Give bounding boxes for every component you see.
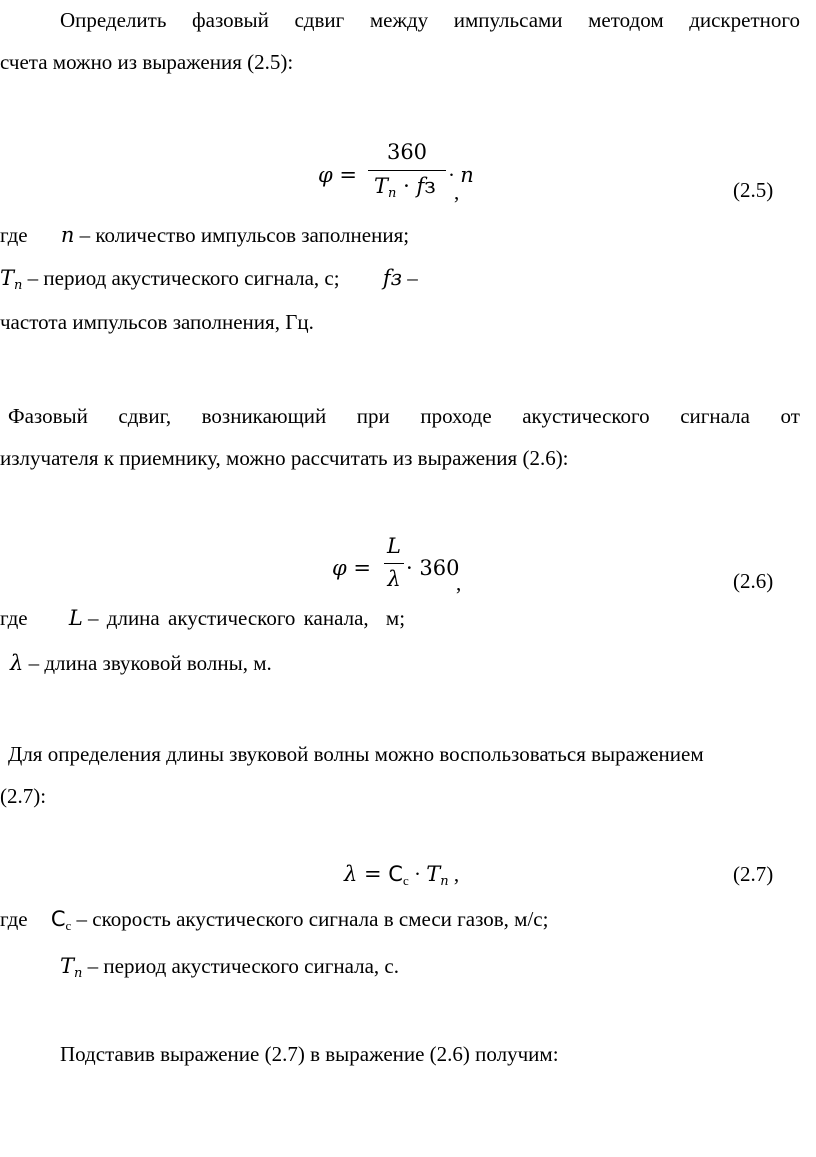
eq25-n: n <box>460 163 474 187</box>
eq27 <box>344 862 459 889</box>
eq25-den-t: T <box>374 174 389 198</box>
p2-line1 <box>8 406 800 427</box>
word: от <box>780 404 800 428</box>
eq25-comma: , <box>454 180 460 204</box>
where-label: где <box>0 223 28 247</box>
where27-line1 <box>0 909 548 932</box>
eq25-denominator <box>374 174 436 201</box>
eq27-comma: , <box>448 862 460 886</box>
symbol-fz: fз <box>382 266 403 290</box>
symbol-t-sub: n <box>14 278 23 293</box>
symbol-t: T <box>0 266 15 290</box>
eq25-mul-dot: · <box>448 163 455 187</box>
where27-l1-text: – скорость акустического сигнала в смеси газов, м/с; <box>76 907 549 931</box>
where25-line1 <box>0 225 409 246</box>
symbol-n: n <box>60 223 75 247</box>
eq26-lhs: φ = <box>332 556 371 580</box>
where-label: где <box>0 606 28 630</box>
where-label: где <box>0 907 28 931</box>
word: импульсами <box>453 8 563 32</box>
eq27-t: T <box>426 862 441 886</box>
eq27-t-sub: n <box>440 874 449 889</box>
p2-line2: излучателя к приемнику, можно рассчитать из выражения (2.6): <box>0 446 569 470</box>
where26-l1-unit: м; <box>385 606 406 630</box>
eq26-comma: , <box>456 571 462 595</box>
eq25-lhs: φ = <box>318 163 357 187</box>
p1-line1 <box>60 10 800 31</box>
eq25-den-f-sub: з <box>424 174 436 198</box>
word: сдвиг <box>294 8 345 32</box>
symbol-c: C <box>50 907 66 931</box>
where25-l1-text: – количество импульсов заполнения; <box>79 223 410 247</box>
word: Определить <box>60 8 167 32</box>
eq25-numerator: 360 <box>386 140 428 164</box>
eq26-number: (2.6) <box>733 569 774 593</box>
where26-l1-text: – длина акустического канала, <box>88 606 369 630</box>
eq26-fraction-bar <box>384 563 404 564</box>
word: Фазовый <box>8 404 88 428</box>
where25-l2-dash: – <box>407 266 418 290</box>
p3-line1: Для определения длины звуковой волны можно воспользоваться выражением <box>8 742 704 766</box>
eq25-den-t-sub: n <box>388 186 397 201</box>
where27-l2-text: – период акустического сигнала, с. <box>87 954 399 978</box>
word: возникающий <box>201 404 327 428</box>
eq26-mul: · 360 <box>406 556 460 580</box>
p1-line2: счета можно из выражения (2.5): <box>0 50 294 74</box>
where25-line2 <box>0 268 418 292</box>
where27-line2 <box>60 956 399 980</box>
p3-line2: (2.7): <box>0 784 47 808</box>
eq25-number: (2.5) <box>733 178 774 202</box>
word: дискретного <box>689 8 800 32</box>
where25-line3: частота импульсов заполнения, Гц. <box>0 310 314 334</box>
symbol-t: T <box>60 954 75 978</box>
eq25-den-dot: · <box>403 174 410 198</box>
word: фазовый <box>192 8 269 32</box>
symbol-t-sub: n <box>74 966 83 981</box>
where26-l2-text: – длина звуковой волны, м. <box>28 651 272 675</box>
word: при <box>356 404 390 428</box>
word: сигнала <box>680 404 750 428</box>
word: методом <box>588 8 664 32</box>
word: между <box>369 8 429 32</box>
eq26-denominator: λ <box>387 567 401 591</box>
word: акустического <box>522 404 650 428</box>
symbol-c-sub: c <box>65 918 72 933</box>
eq27-number: (2.7) <box>733 862 774 886</box>
symbol-lambda: λ <box>10 651 24 675</box>
p4-line1: Подставив выражение (2.7) в выражение (2.6) получим: <box>60 1042 559 1066</box>
where25-l2-text: – период акустического сигнала, с; <box>27 266 340 290</box>
symbol-l: L <box>68 606 83 630</box>
eq25-mul <box>448 163 474 188</box>
eq27-lhs: λ = <box>344 862 389 886</box>
eq25-den-f: f <box>416 174 425 198</box>
eq27-c-sub: c <box>402 873 409 888</box>
eq26-numerator: L <box>387 534 401 558</box>
word: сдвиг, <box>118 404 172 428</box>
eq25-fraction-bar <box>368 170 446 171</box>
word: проходе <box>420 404 492 428</box>
eq27-c: C <box>388 862 403 886</box>
where26-line2 <box>10 653 272 674</box>
eq27-dot: · <box>408 862 427 886</box>
where26-line1 <box>0 608 405 629</box>
